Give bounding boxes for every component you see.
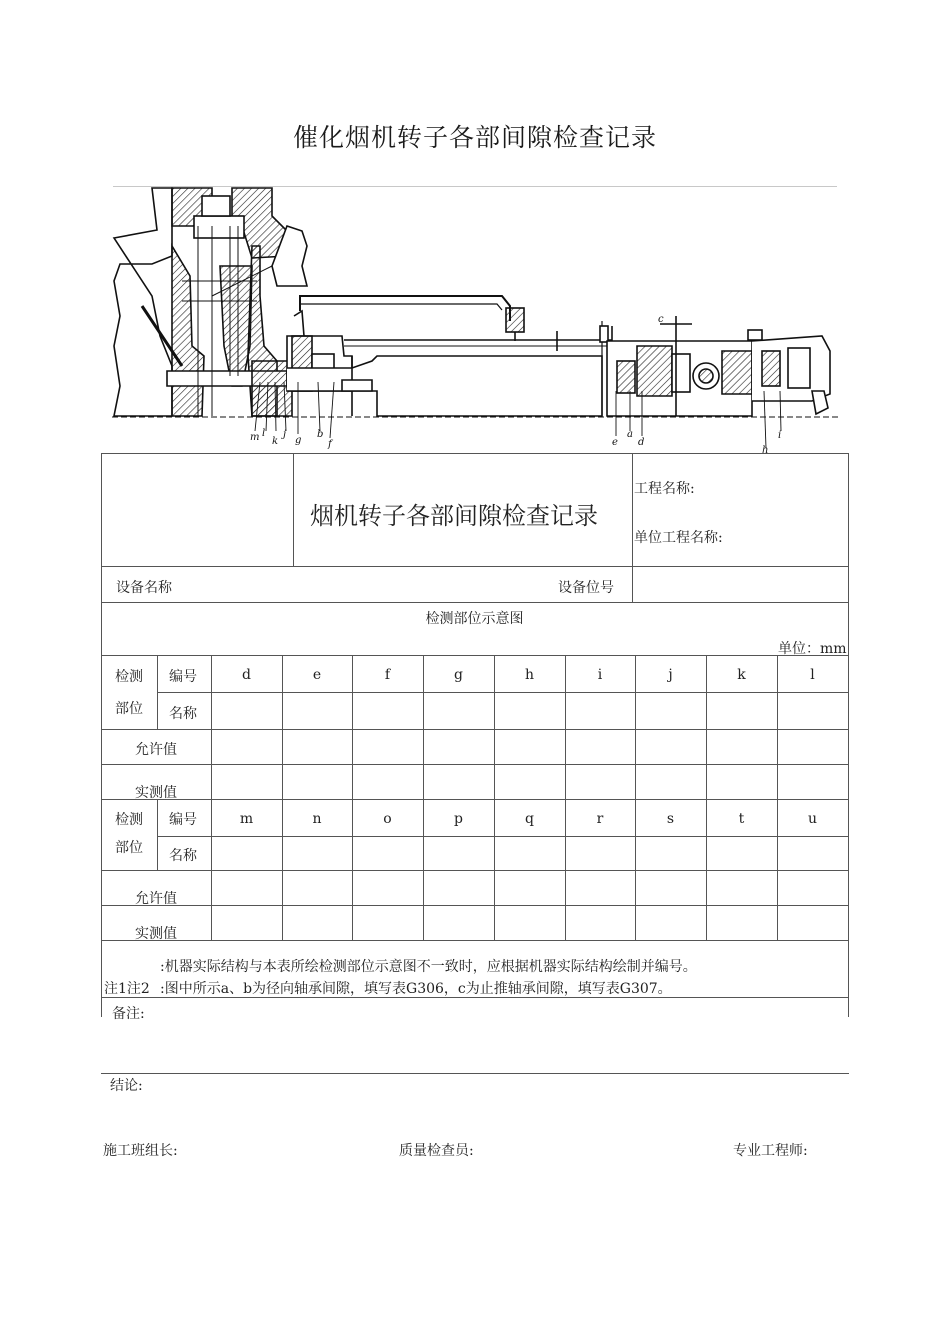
t2-code-n: n [312,811,322,827]
header-divider-2 [632,453,633,602]
t2-code-t: t [738,811,745,827]
diagram-label-e: e [612,437,618,448]
header-top-border [101,453,849,454]
rotor-cross-section-diagram [112,186,840,458]
t1-code-e: e [312,667,322,683]
t2-code-m: m [239,811,254,827]
grid-line [157,836,849,837]
t1-code-d: d [242,667,251,683]
t1-number-label: 编号 [169,669,197,685]
header-divider-1 [293,453,294,566]
note-prefix: 注1注2 [104,981,150,997]
t2-group-label-1: 检测 [115,812,143,828]
grid-line [101,905,849,906]
equipment-position-label: 设备位号 [558,580,614,596]
grid-line [494,655,495,940]
t2-code-q: q [525,811,534,827]
t1-code-j: j [668,667,673,683]
diagram-label-d: d [638,437,645,448]
t2-code-p: p [454,811,463,827]
t2-code-u: u [807,811,818,827]
remarks-label: 备注: [112,1006,145,1022]
footer-divider [101,1073,849,1074]
diagram-label-g: g [295,435,302,446]
t1-measured-label: 实测值 [135,785,177,801]
grid-line [211,655,212,940]
t1-group-label-2: 部位 [115,701,143,717]
diagram-label-c: c [658,314,664,325]
diagram-label-i: i [778,430,782,441]
grid-line [706,655,707,940]
team-leader-signature-label: 施工班组长: [103,1143,178,1159]
t1-name-label: 名称 [169,706,197,722]
bearing-housing-right [607,316,830,416]
t2-name-label: 名称 [169,848,197,864]
grid-line [635,655,636,940]
page-title: 催化烟机转子各部间隙检查记录 [292,123,657,152]
t1-code-g: g [454,667,463,683]
grid-line [101,799,849,800]
form-title: 烟机转子各部间隙检查记录 [310,502,598,530]
equipment-name-label: 设备名称 [116,580,172,596]
grid-line [157,799,158,870]
diagram-label-j: j [283,429,287,440]
t1-allowed-label: 允许值 [135,742,177,758]
unit-project-label: 单位工程名称: [634,530,723,546]
grid-line [101,870,849,871]
t1-code-h: h [524,667,535,683]
t2-allowed-label: 允许值 [135,891,177,907]
t2-group-label-2: 部位 [115,840,143,856]
t2-number-label: 编号 [169,812,197,828]
grid-line [777,655,778,940]
grid-line [282,655,283,940]
grid-line [101,940,849,941]
diagram-label-h: h [762,445,769,456]
grid-line [565,655,566,940]
grid-line [101,764,849,765]
grid-line [157,692,849,693]
t2-code-r: r [596,811,604,827]
t1-code-k: k [737,667,746,683]
diagram-caption: 检测部位示意图 [425,611,524,627]
diagram-label-a: a [627,429,633,440]
table-right-border [848,453,849,1017]
engineer-signature-label: 专业工程师: [733,1143,808,1159]
t2-code-o: o [383,811,392,827]
table-left-border [101,453,102,1017]
t1-group-label-1: 检测 [115,669,143,685]
grid-line [352,655,353,940]
t1-code-l: l [810,667,815,683]
grid-line [101,655,849,656]
diagram-label-l: l [262,428,266,439]
grid-line [157,655,158,729]
t2-measured-label: 实测值 [135,926,177,942]
t1-code-i: i [597,667,603,683]
project-name-label: 工程名称: [634,481,695,497]
note-line-1: :机器实际结构与本表所绘检测部位示意图不一致时，应根据机器实际结构绘制并编号。 [160,959,697,975]
diagram-label-k: k [272,436,279,447]
grid-line [423,655,424,940]
unit-label: 单位：mm [778,641,847,657]
quality-inspector-signature-label: 质量检查员: [399,1143,474,1159]
conclusion-label: 结论: [110,1078,143,1094]
note-line-2: :图中所示a、b为径向轴承间隙，填写表G306，c为止推轴承间隙，填写表G307。 [160,981,672,997]
t1-code-f: f [384,667,391,683]
diagram-label-m: m [250,432,260,443]
grid-line [101,729,849,730]
diagram-label-b: b [317,429,324,440]
header-bottom-border [101,602,849,603]
header-mid-border [101,566,849,567]
diagram-label-f: f [328,439,332,450]
t2-code-s: s [666,811,675,827]
